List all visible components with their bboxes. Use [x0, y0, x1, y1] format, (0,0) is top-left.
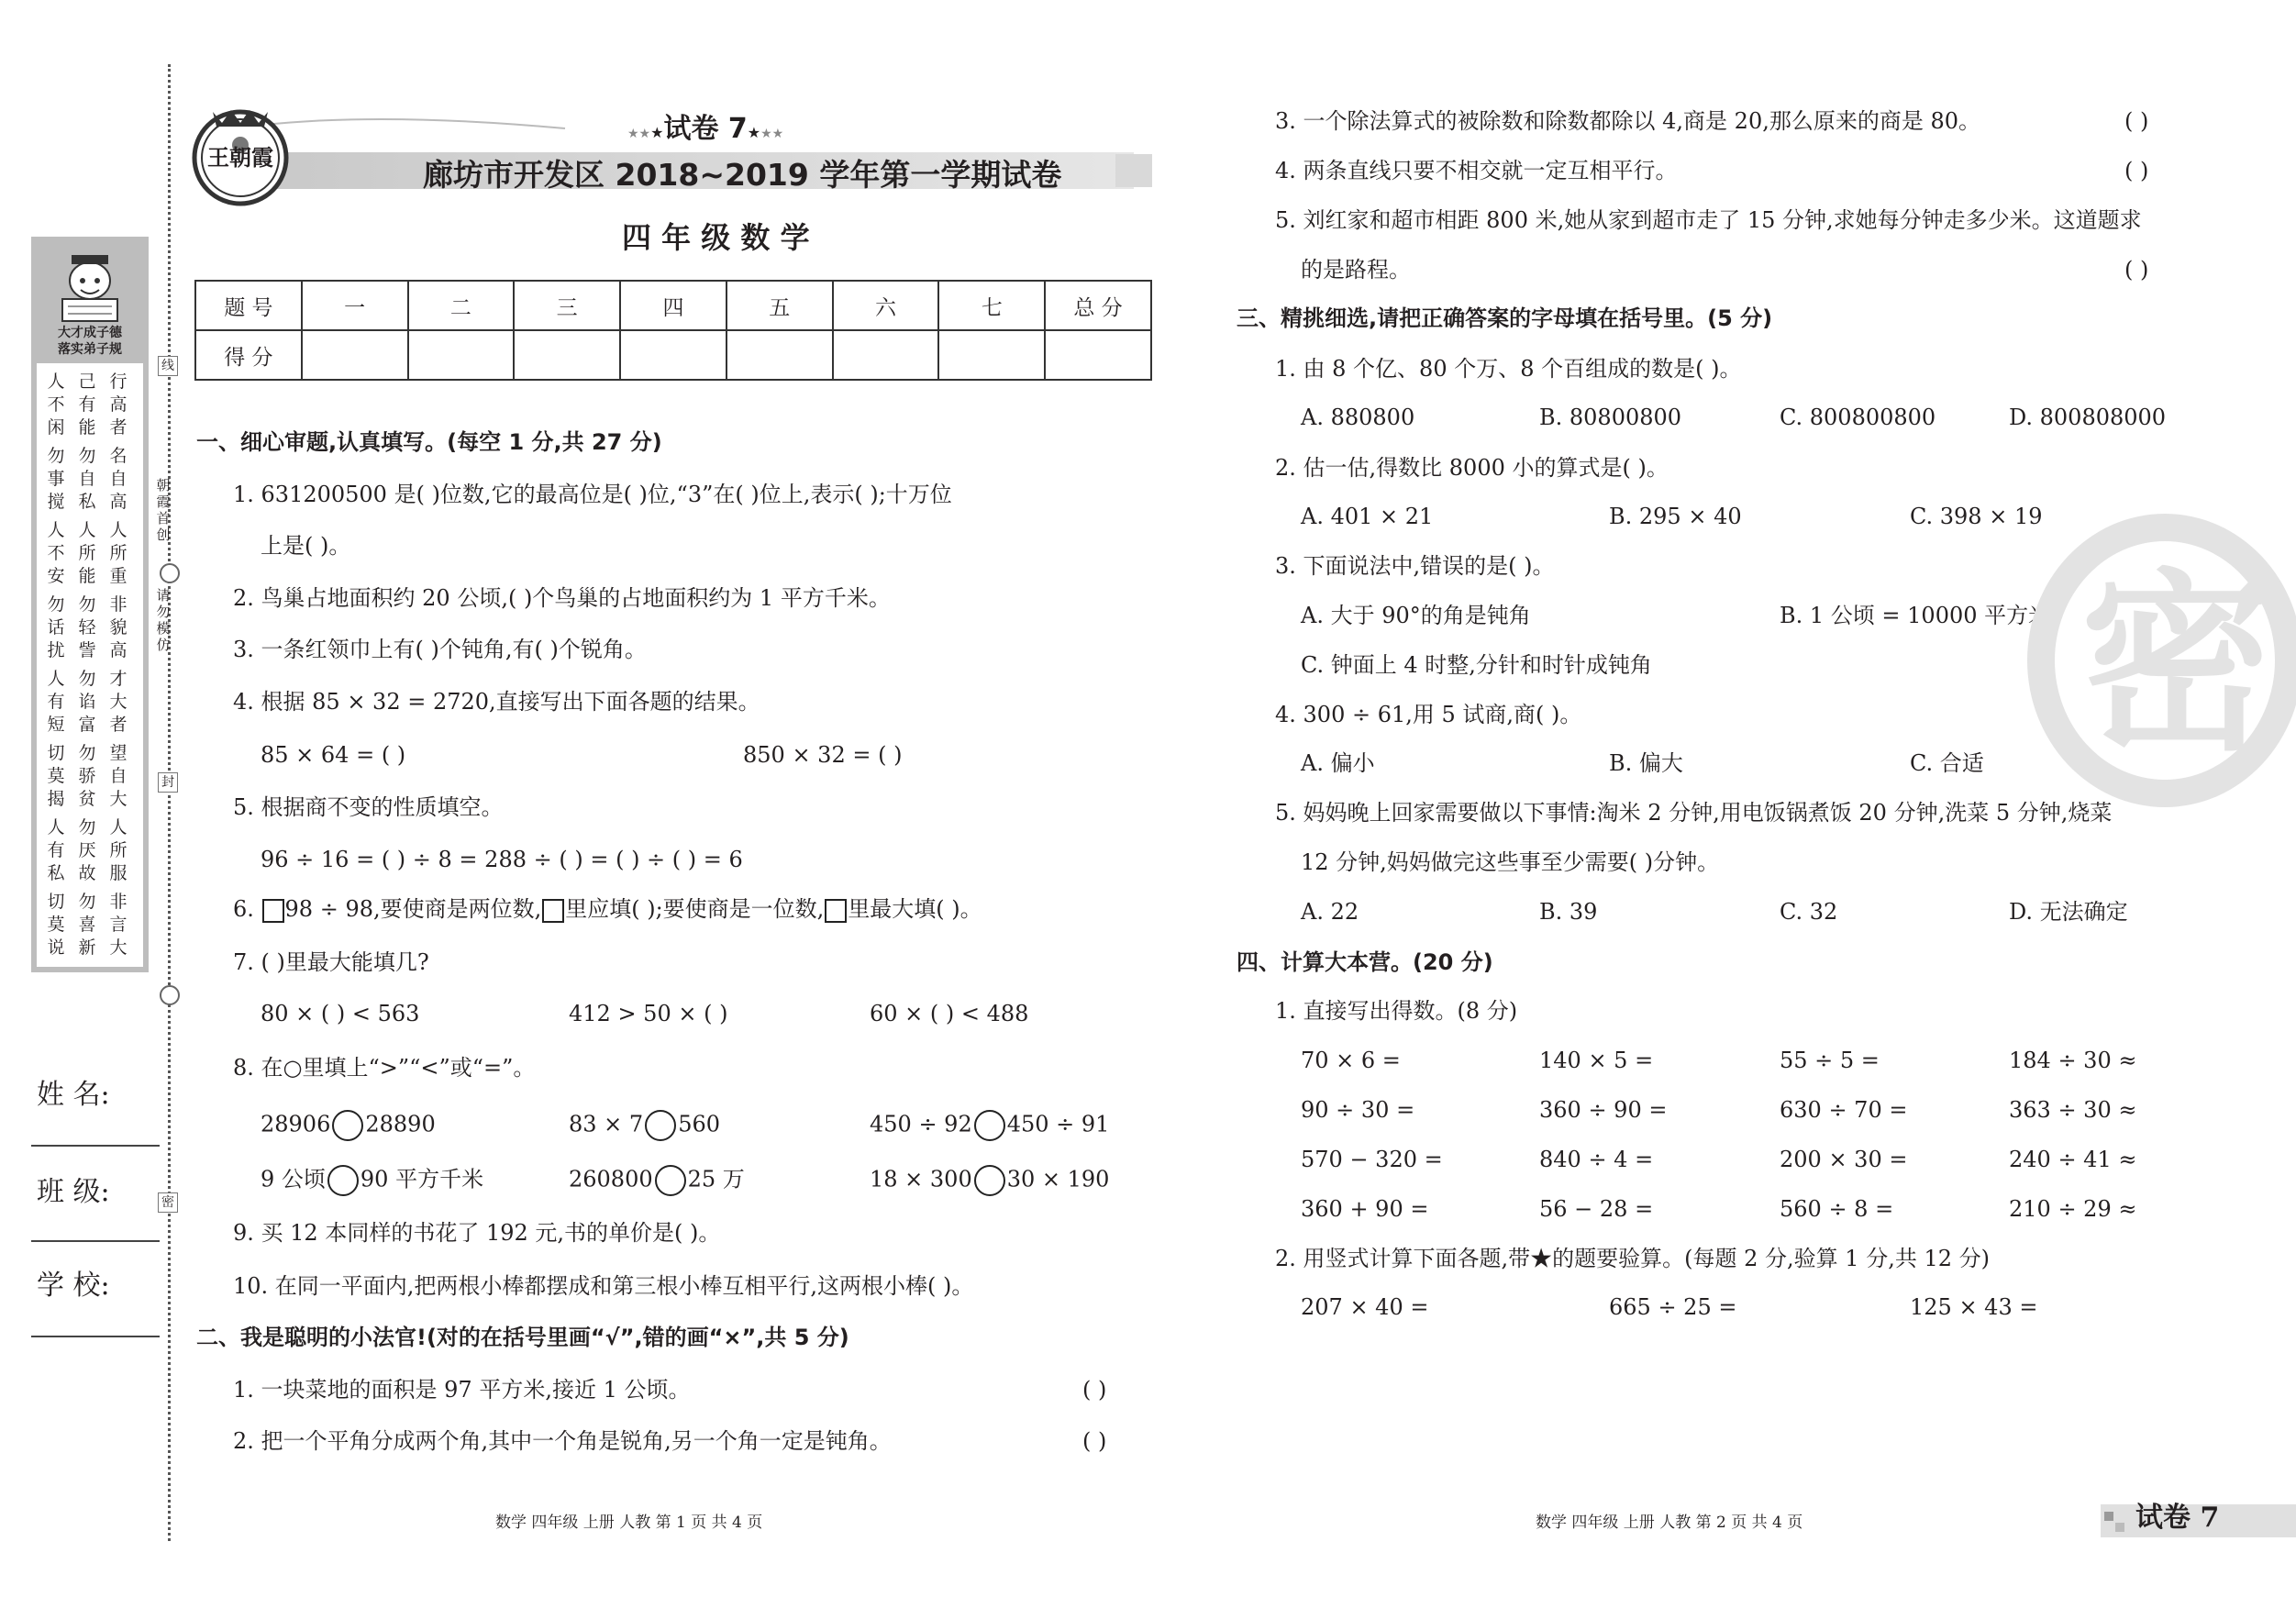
answer-paren[interactable]: ( ): [1082, 1377, 1107, 1403]
class-field[interactable]: [31, 1240, 160, 1242]
page-tag: 试卷 7: [2135, 1502, 2220, 1534]
side-note-1: 朝 霞 首 创: [156, 477, 171, 543]
s3-q4: 4. 300 ÷ 61,用 5 试商,商( )。: [1275, 702, 1582, 727]
motto-line-2: 落实弟子规: [58, 342, 122, 357]
answer-paren[interactable]: ( ): [2124, 158, 2149, 183]
blank-square: [825, 899, 847, 923]
s3-q5-line-2: 12 分钟,妈妈做完这些事至少需要( )分钟。: [1301, 849, 1720, 875]
vertical-calc-item: 125 × 43 =: [1910, 1294, 2038, 1320]
blank-square: [262, 899, 284, 923]
answer-paren[interactable]: ( ): [1082, 1428, 1107, 1454]
paper-number: ★★★试卷 7★★★: [627, 113, 784, 145]
option[interactable]: B. 偏大: [1609, 750, 1683, 776]
q8-right: 28890: [365, 1111, 436, 1137]
maxim-column: 人 不 安: [47, 520, 65, 586]
score-cell[interactable]: [408, 330, 515, 380]
q8-left: 450 ÷ 92: [870, 1111, 972, 1137]
calc-item: 363 ÷ 30 ≈: [2009, 1097, 2137, 1123]
q1-line-2: 上是( )。: [261, 533, 351, 559]
option[interactable]: A. 偏小: [1301, 750, 1375, 776]
q6: [233, 898, 982, 923]
s3-q1: 1. 由 8 个亿、80 个万、8 个百组成的数是( )。: [1275, 356, 1742, 382]
s2-q2: 2. 把一个平角分成两个角,其中一个角是锐角,另一个角一定是钝角。: [233, 1428, 892, 1454]
calc-item: 840 ÷ 4 =: [1539, 1147, 1654, 1172]
scholar-figure-icon: [50, 246, 130, 325]
calc-item: 184 ÷ 30 ≈: [2009, 1048, 2137, 1073]
q8-right: 25 万: [687, 1166, 745, 1192]
page-footer-right: 数学 四年级 上册 人教 第 2 页 共 4 页: [1536, 1514, 1803, 1532]
brand-name: 王朝霞: [207, 144, 273, 171]
calc-item: 200 × 30 =: [1780, 1147, 1908, 1172]
option[interactable]: D. 800808000: [2009, 405, 2167, 430]
compare-circle[interactable]: [327, 1165, 359, 1196]
q8-item: [261, 1165, 483, 1196]
q10: 10. 在同一平面内,把两根小棒都摆成和第三根小棒互相平行,这两根小棒( )。: [233, 1273, 974, 1299]
name-label: 姓 名:: [37, 1079, 110, 1111]
tag-square-icon: [2115, 1523, 2124, 1532]
maxim-column: 才 大 者: [109, 669, 128, 735]
score-header-cell: 五: [727, 281, 833, 330]
q8-left: 83 × 7: [569, 1111, 644, 1137]
calc-item: 210 ÷ 29 ≈: [2009, 1196, 2137, 1222]
q8-right: 450 ÷ 91: [1006, 1111, 1110, 1137]
s3-q2: 2. 估一估,得数比 8000 小的算式是( )。: [1275, 455, 1669, 481]
calc-item: 560 ÷ 8 =: [1780, 1196, 1894, 1222]
maxim-column: 人 有 私: [47, 817, 65, 883]
maxim-column: 望 自 大: [109, 743, 128, 809]
calc-item: 56 − 28 =: [1539, 1196, 1654, 1222]
score-table-header-row: [195, 281, 1151, 330]
compare-circle[interactable]: [645, 1110, 676, 1141]
option[interactable]: C. 32: [1780, 899, 1838, 925]
s3-q5-line-1: 5. 妈妈晚上回家需要做以下事情:淘米 2 分钟,用电饭锅煮饭 20 分钟,洗菜 5 分钟,烧菜: [1275, 800, 2113, 826]
q8-right: 560: [678, 1111, 720, 1137]
q7: 7. ( )里最大能填几?: [233, 949, 429, 975]
vertical-calc-item: 207 × 40 =: [1301, 1294, 1429, 1320]
score-header-cell: 三: [514, 281, 620, 330]
maxim-column: 勿 轻 訾: [78, 594, 96, 660]
calc-item: 240 ÷ 41 ≈: [2009, 1147, 2137, 1172]
calc-item: 90 ÷ 30 =: [1301, 1097, 1415, 1123]
q7c: 60 × ( ) < 488: [870, 1001, 1029, 1026]
score-cell[interactable]: [727, 330, 833, 380]
school-label: 学 校:: [37, 1270, 110, 1302]
q8-item: [261, 1110, 436, 1141]
q8-left: 28906: [261, 1111, 331, 1137]
maxim-column: 人 不 闲: [47, 372, 65, 438]
q1-line-1: 1. 631200500 是( )位数,它的最高位是( )位,“3”在( )位上,表示( );十万位: [233, 482, 952, 507]
margin-maxim-panel: [31, 237, 149, 972]
section-2-title: 二、我是聪明的小法官!(对的在括号里画“√”,错的画“×”,共 5 分): [196, 1325, 849, 1350]
maxim-column: 人 有 短: [47, 669, 65, 735]
maxim-column: 切 莫 揭: [47, 743, 65, 809]
name-field[interactable]: [31, 1145, 160, 1147]
option[interactable]: C. 合适: [1910, 750, 1984, 776]
paper-number-text: 试卷 7: [663, 113, 748, 145]
binding-line: [168, 64, 171, 1541]
calc-item: 630 ÷ 70 =: [1780, 1097, 1908, 1123]
calc-item: 360 ÷ 90 =: [1539, 1097, 1668, 1123]
calc-item: 70 × 6 =: [1301, 1048, 1401, 1073]
exam-subtitle: 四 年 级 数 学: [622, 220, 810, 255]
s3-q3: 3. 下面说法中,错误的是( )。: [1275, 553, 1555, 579]
calc-item: 360 + 90 =: [1301, 1196, 1429, 1222]
binding-hole-bottom: [160, 985, 180, 1005]
compare-circle[interactable]: [974, 1110, 1005, 1141]
s2-q3: 3. 一个除法算式的被除数和除数都除以 4,商是 20,那么原来的商是 80。: [1275, 108, 1981, 134]
maxim-column: 勿 事 搅: [47, 446, 65, 512]
compare-circle[interactable]: [332, 1110, 363, 1141]
score-header-cell: 一: [302, 281, 408, 330]
q3: 3. 一条红领巾上有( )个钝角,有( )个锐角。: [233, 637, 647, 662]
maxim-column: 勿 自 私: [78, 446, 96, 512]
q8-left: 18 × 300: [870, 1166, 972, 1192]
score-table: [194, 280, 1152, 381]
maxim-column: 非 貌 高: [109, 594, 128, 660]
section-3-title: 三、精挑细选,请把正确答案的字母填在括号里。(5 分): [1237, 305, 1773, 331]
answer-paren[interactable]: ( ): [2124, 108, 2149, 134]
maxim-column: 勿 厌 故: [78, 817, 96, 883]
q9: 9. 买 12 本同样的书花了 192 元,书的单价是( )。: [233, 1220, 721, 1246]
option[interactable]: B. 295 × 40: [1609, 504, 1742, 529]
compare-circle[interactable]: [974, 1165, 1005, 1196]
fold-mark-secret: 密: [158, 1192, 178, 1213]
option[interactable]: C. 钟面上 4 时整,分针和时针成钝角: [1301, 652, 1652, 678]
s2-q4: 4. 两条直线只要不相交就一定互相平行。: [1275, 158, 1678, 183]
q8-item: [569, 1110, 720, 1141]
option[interactable]: A. 880800: [1301, 405, 1415, 430]
q8-left: 9 公顷: [261, 1166, 326, 1192]
maxim-column: 非 言 大: [109, 892, 128, 958]
score-header-cell: 六: [833, 281, 939, 330]
s2-q1: 1. 一块菜地的面积是 97 平方米,接近 1 公顷。: [233, 1377, 691, 1403]
score-header-cell: 总 分: [1045, 281, 1151, 330]
maxim-column: 人 所 服: [109, 817, 128, 883]
section-4-title: 四、计算大本营。(20 分): [1237, 949, 1493, 975]
q6-text-2: 里应填( );要使商是一位数,: [565, 896, 825, 922]
q8-item: [870, 1165, 1109, 1196]
option[interactable]: C. 800800800: [1780, 405, 1936, 430]
calc-item: 570 − 320 =: [1301, 1147, 1443, 1172]
q8-item: [870, 1110, 1109, 1141]
maxim-column: 勿 喜 新: [78, 892, 96, 958]
vertical-calc-item: 665 ÷ 25 =: [1609, 1294, 1737, 1320]
q8-left: 260800: [569, 1166, 653, 1192]
score-table-score-row: [195, 330, 1151, 380]
tag-square-icon: [2104, 1512, 2113, 1521]
q4b: 850 × 32 = ( ): [743, 742, 903, 768]
score-cell[interactable]: [514, 330, 620, 380]
option[interactable]: C. 398 × 19: [1910, 504, 2043, 529]
maxim-column: 勿 骄 贫: [78, 743, 96, 809]
page-footer-left: 数学 四年级 上册 人教 第 1 页 共 4 页: [495, 1514, 763, 1532]
option[interactable]: B. 1 公顷 = 10000 平方米: [1780, 603, 2051, 628]
score-cell[interactable]: [302, 330, 408, 380]
binding-hole-top: [160, 563, 180, 583]
s2-q5-line-2: 的是路程。: [1301, 257, 1411, 283]
score-cell[interactable]: [620, 330, 727, 380]
q5: 5. 根据商不变的性质填空。: [233, 794, 504, 820]
maxim-column: 人 所 重: [109, 520, 128, 586]
maxim-list: [37, 363, 143, 967]
q4a: 85 × 64 = ( ): [261, 742, 406, 768]
maxim-column: 行 高 者: [109, 372, 128, 438]
compare-circle[interactable]: [655, 1165, 686, 1196]
q8-item: [569, 1165, 745, 1196]
score-cell[interactable]: [938, 330, 1045, 380]
q6-text-1: 98 ÷ 98,要使商是两位数,: [284, 896, 542, 922]
fold-mark-line: 线: [158, 356, 178, 376]
score-cell[interactable]: [1045, 330, 1151, 380]
score-header-cell: 题 号: [195, 281, 302, 330]
class-label: 班 级:: [37, 1176, 110, 1208]
fold-mark-seal: 封: [158, 772, 178, 793]
q6-text-3: 里最大填( )。: [848, 896, 982, 922]
calc-item: 140 × 5 =: [1539, 1048, 1654, 1073]
maxim-column: 勿 话 扰: [47, 594, 65, 660]
section-1-title: 一、细心审题,认真填写。(每空 1 分,共 27 分): [196, 429, 662, 455]
exam-title: 廊坊市开发区 2018~2019 学年第一学期试卷: [423, 157, 1062, 193]
s4-q1: 1. 直接写出得数。(8 分): [1275, 998, 1518, 1024]
option[interactable]: B. 80800800: [1539, 405, 1682, 430]
option[interactable]: B. 39: [1539, 899, 1598, 925]
confidential-stamp-char: 密: [2080, 552, 2274, 777]
maxim-column: 名 自 高: [109, 446, 128, 512]
q8-right: 30 × 190: [1006, 1166, 1110, 1192]
score-cell[interactable]: [833, 330, 939, 380]
maxim-column: 切 莫 说: [47, 892, 65, 958]
q8-right: 90 平方千米: [360, 1166, 484, 1192]
score-row-label: 得 分: [195, 330, 302, 380]
motto-line-1: 大才成子德: [58, 326, 122, 340]
q4: 4. 根据 85 × 32 = 2720,直接写出下面各题的结果。: [233, 689, 760, 715]
option[interactable]: A. 401 × 21: [1301, 504, 1434, 529]
s4-q2: 2. 用竖式计算下面各题,带★的题要验算。(每题 2 分,验算 1 分,共 12 分): [1275, 1246, 1990, 1271]
answer-paren[interactable]: ( ): [2124, 257, 2149, 283]
maxim-column: 勿 谄 富: [78, 669, 96, 735]
score-header-cell: 二: [408, 281, 515, 330]
maxim-column: 己 有 能: [78, 372, 96, 438]
s2-q5-line-1: 5. 刘红家和超市相距 800 米,她从家到超市走了 15 分钟,求她每分钟走多少米。这道题求: [1275, 207, 2142, 233]
blank-square: [542, 899, 564, 923]
q2: 2. 鸟巢占地面积约 20 公顷,( )个鸟巢的占地面积约为 1 平方千米。: [233, 585, 891, 611]
option[interactable]: A. 22: [1301, 899, 1359, 925]
q5a: 96 ÷ 16 = ( ) ÷ 8 = 288 ÷ ( ) = ( ) ÷ ( ) = 6: [261, 847, 743, 872]
q7b: 412 > 50 × ( ): [569, 1001, 728, 1026]
q8: 8. 在○里填上“>”“<”或“=”。: [233, 1055, 536, 1081]
score-header-cell: 七: [938, 281, 1045, 330]
calc-item: 55 ÷ 5 =: [1780, 1048, 1880, 1073]
maxim-column: 人 所 能: [78, 520, 96, 586]
option[interactable]: D. 无法确定: [2009, 899, 2128, 925]
q6-number: 6.: [233, 896, 261, 922]
school-field[interactable]: [31, 1336, 160, 1337]
option[interactable]: A. 大于 90°的角是钝角: [1301, 603, 1531, 628]
side-note-2: 请 勿 模 仿: [156, 587, 171, 653]
q7a: 80 × ( ) < 563: [261, 1001, 420, 1026]
score-header-cell: 四: [620, 281, 727, 330]
